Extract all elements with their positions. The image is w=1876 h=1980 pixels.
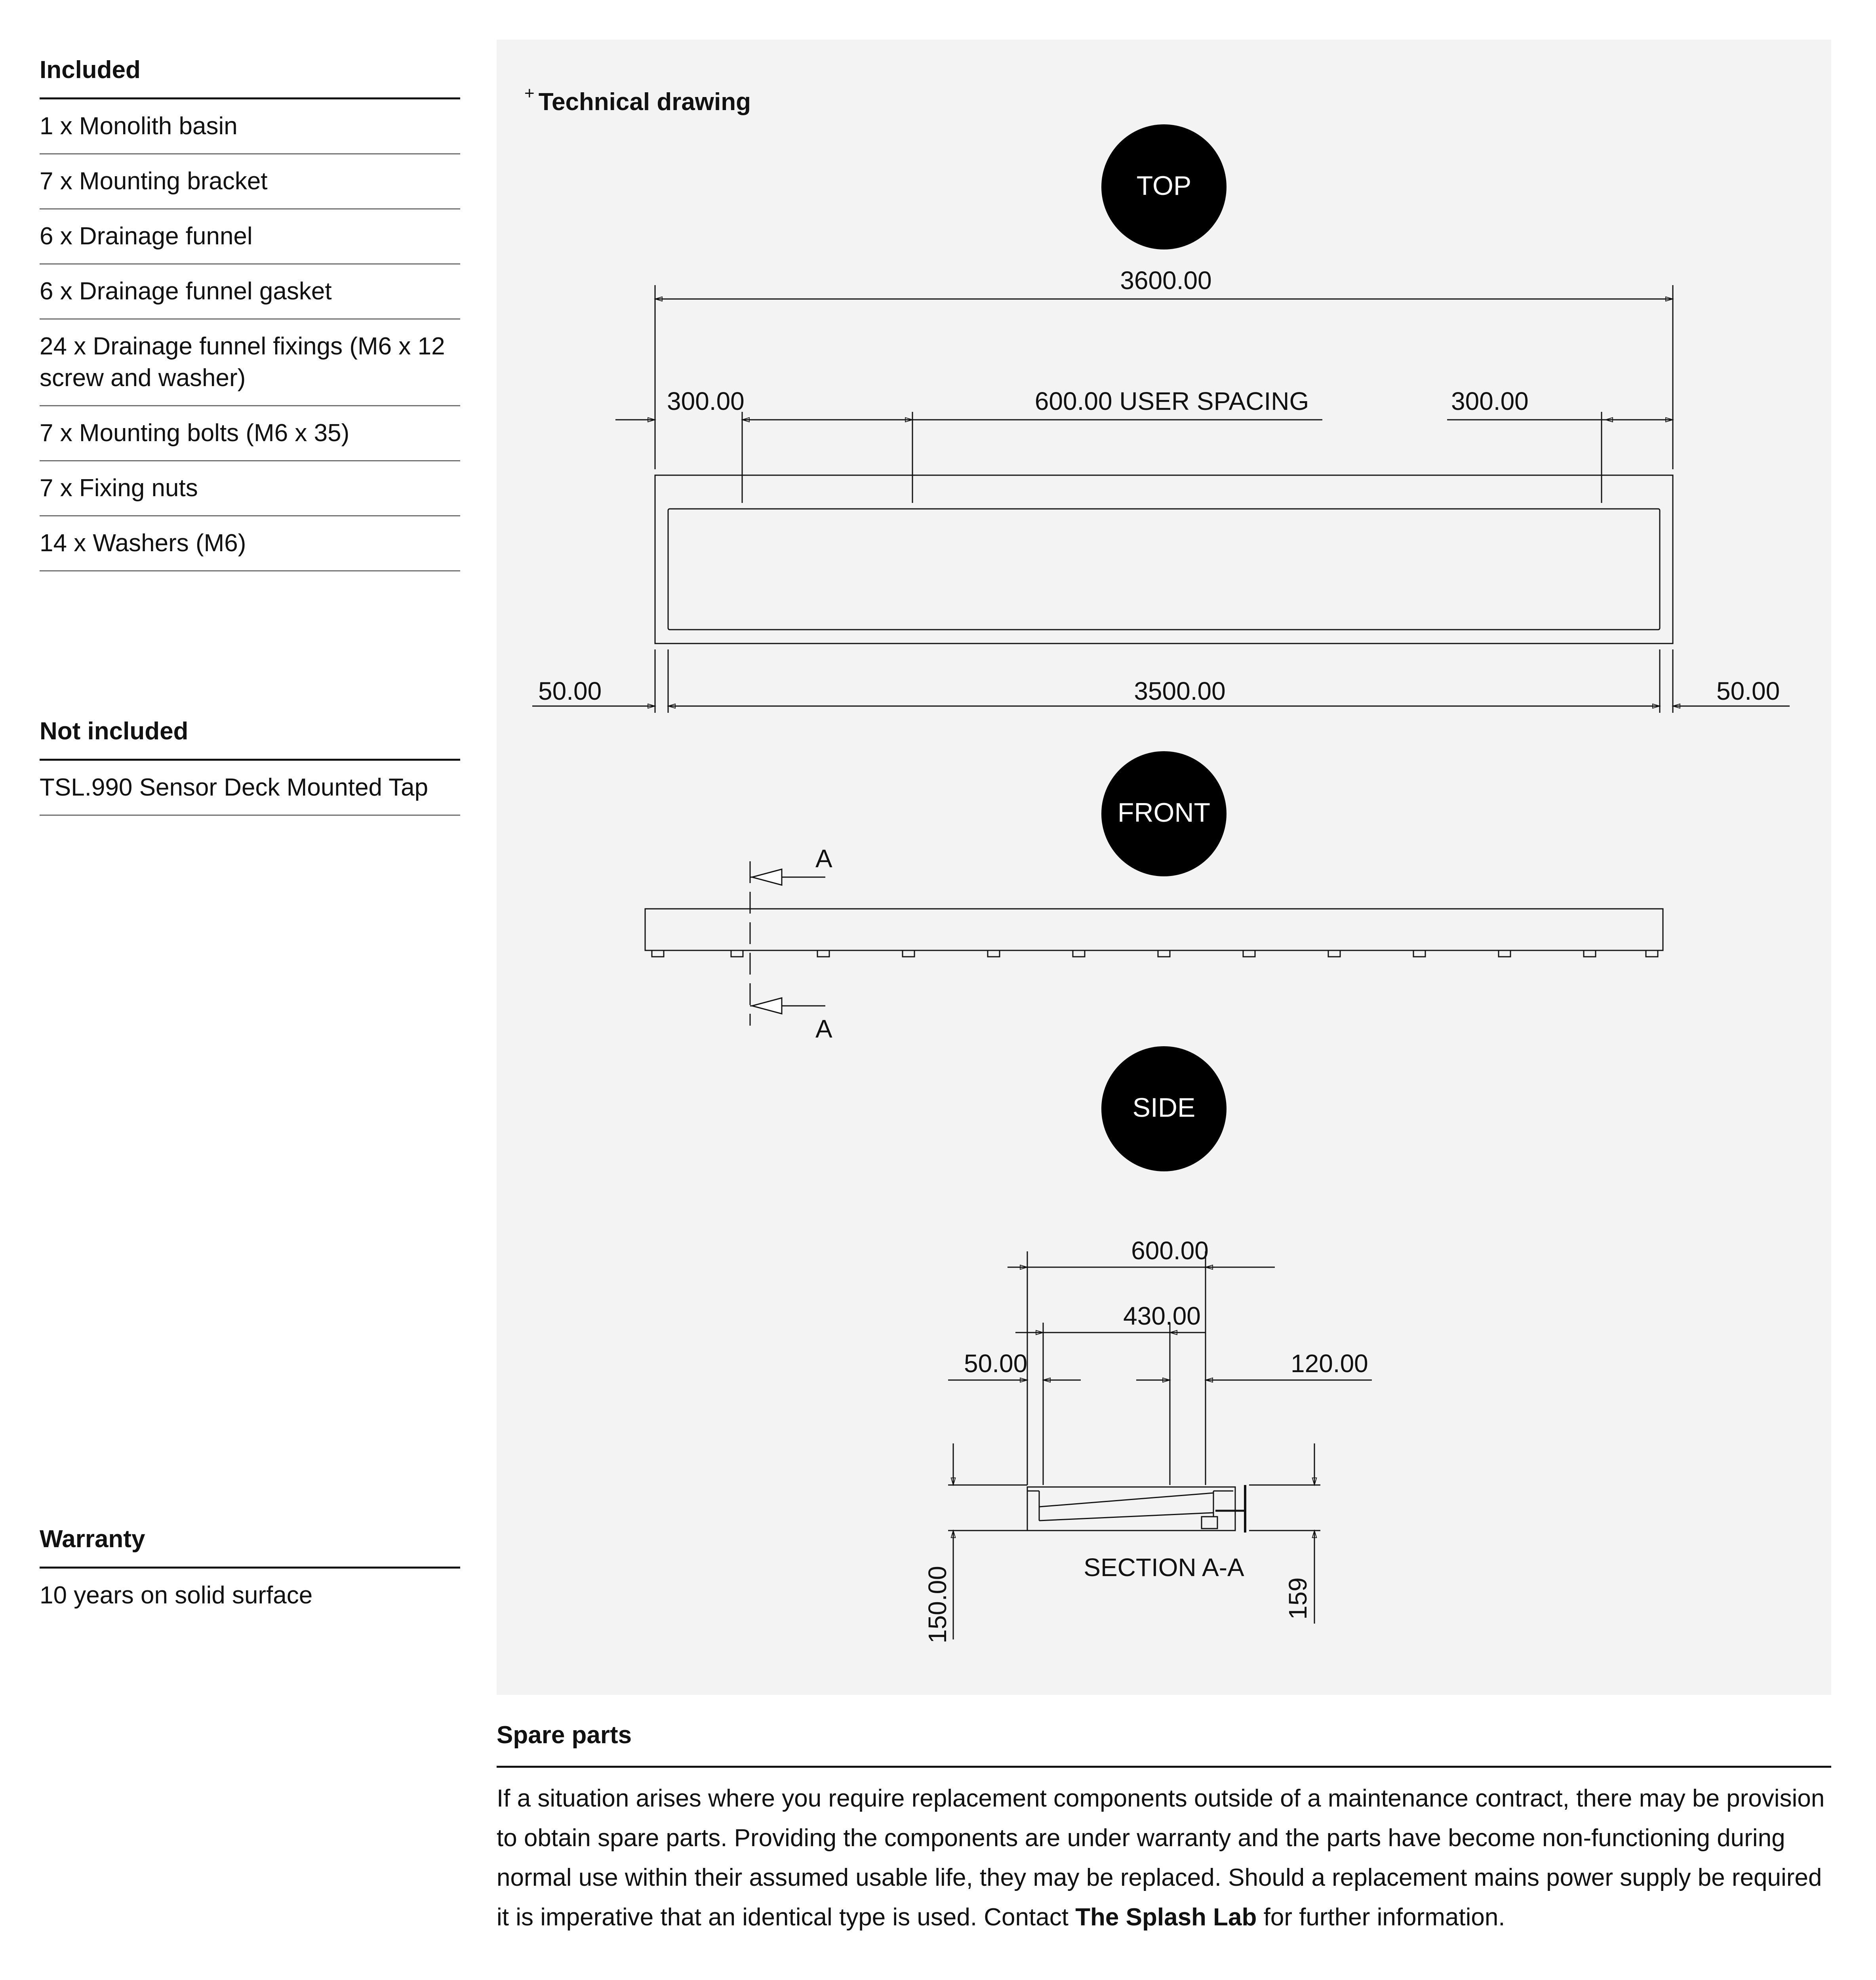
not-included-title: Not included (40, 717, 460, 761)
list-item: 1 x Monolith basin (40, 99, 460, 154)
list-item: 6 x Drainage funnel gasket (40, 265, 460, 320)
list-item: 7 x Mounting bolts (M6 x 35) (40, 406, 460, 461)
included-list (40, 99, 460, 571)
dimension-inner-length: 3500.00 (1134, 677, 1226, 705)
brand-name: The Splash Lab (1075, 1904, 1257, 1931)
dimension-left-spacing: 300.00 (667, 387, 745, 415)
dimension-right-edge: 50.00 (1716, 677, 1780, 705)
list-item: 14 x Washers (M6) (40, 516, 460, 571)
list-item: 10 years on solid surface (40, 1582, 313, 1609)
dimension-back-lip: 120.00 (1291, 1349, 1368, 1378)
front-badge-label: FRONT (1117, 798, 1211, 828)
dimension-front-lip: 50.00 (964, 1349, 1028, 1378)
top-badge (1101, 124, 1227, 249)
technical-drawing (497, 40, 1831, 1695)
side-badge (1101, 1046, 1227, 1171)
dimension-depth: 600.00 (1131, 1236, 1209, 1265)
list-item: 24 x Drainage funnel fixings (M6 x 12 screw and washer) (40, 320, 460, 406)
front-badge (1101, 751, 1227, 876)
not-included-list (40, 761, 460, 816)
top-badge-label: TOP (1136, 171, 1192, 201)
technical-drawing-label: Technical drawing (538, 88, 751, 116)
warranty-title: Warranty (40, 1525, 460, 1569)
spare-parts-body: If a situation arises where you require replacement components outside of a maintenance contract, there may be provision to obtain spare parts. Providing the components are under warranty and the parts have become non-functioning during normal use within their assumed usable life, they may be replaced. Should a replacement mains power supply be required it is imperative that an identical type is used. Contact (497, 1785, 1825, 1931)
list-item: 7 x Fixing nuts (40, 461, 460, 516)
dimension-user-spacing: 600.00 USER SPACING (1034, 387, 1309, 415)
dimension-overall-height: 159 (1284, 1577, 1312, 1620)
dimension-right-spacing: 300.00 (1451, 387, 1529, 415)
expand-plus-icon[interactable]: + (524, 84, 535, 103)
warranty-section (40, 1525, 460, 1622)
list-item: 6 x Drainage funnel (40, 209, 460, 265)
not-included-section (40, 717, 460, 816)
included-section (40, 55, 460, 571)
dimension-overall-length: 3600.00 (1120, 266, 1212, 295)
dimension-inner-depth: 430.00 (1123, 1302, 1201, 1330)
list-item: TSL.990 Sensor Deck Mounted Tap (40, 761, 460, 816)
dimension-left-edge: 50.00 (538, 677, 602, 705)
section-marker-bottom: A (815, 1015, 832, 1043)
warranty-list (40, 1569, 460, 1622)
technical-drawing-panel (497, 40, 1831, 1695)
spare-parts-ending: for further information. (1257, 1904, 1505, 1931)
list-item: 7 x Mounting bracket (40, 154, 460, 209)
side-badge-label: SIDE (1132, 1093, 1196, 1123)
dimension-height: 150.00 (923, 1566, 952, 1643)
section-marker-top: A (815, 844, 832, 873)
included-title: Included (40, 55, 460, 99)
spare-parts-title: Spare parts (497, 1721, 1831, 1768)
spare-parts-section (497, 1721, 1831, 1937)
section-a-a-label: SECTION A-A (1084, 1553, 1244, 1582)
spare-parts-text (497, 1779, 1831, 1937)
